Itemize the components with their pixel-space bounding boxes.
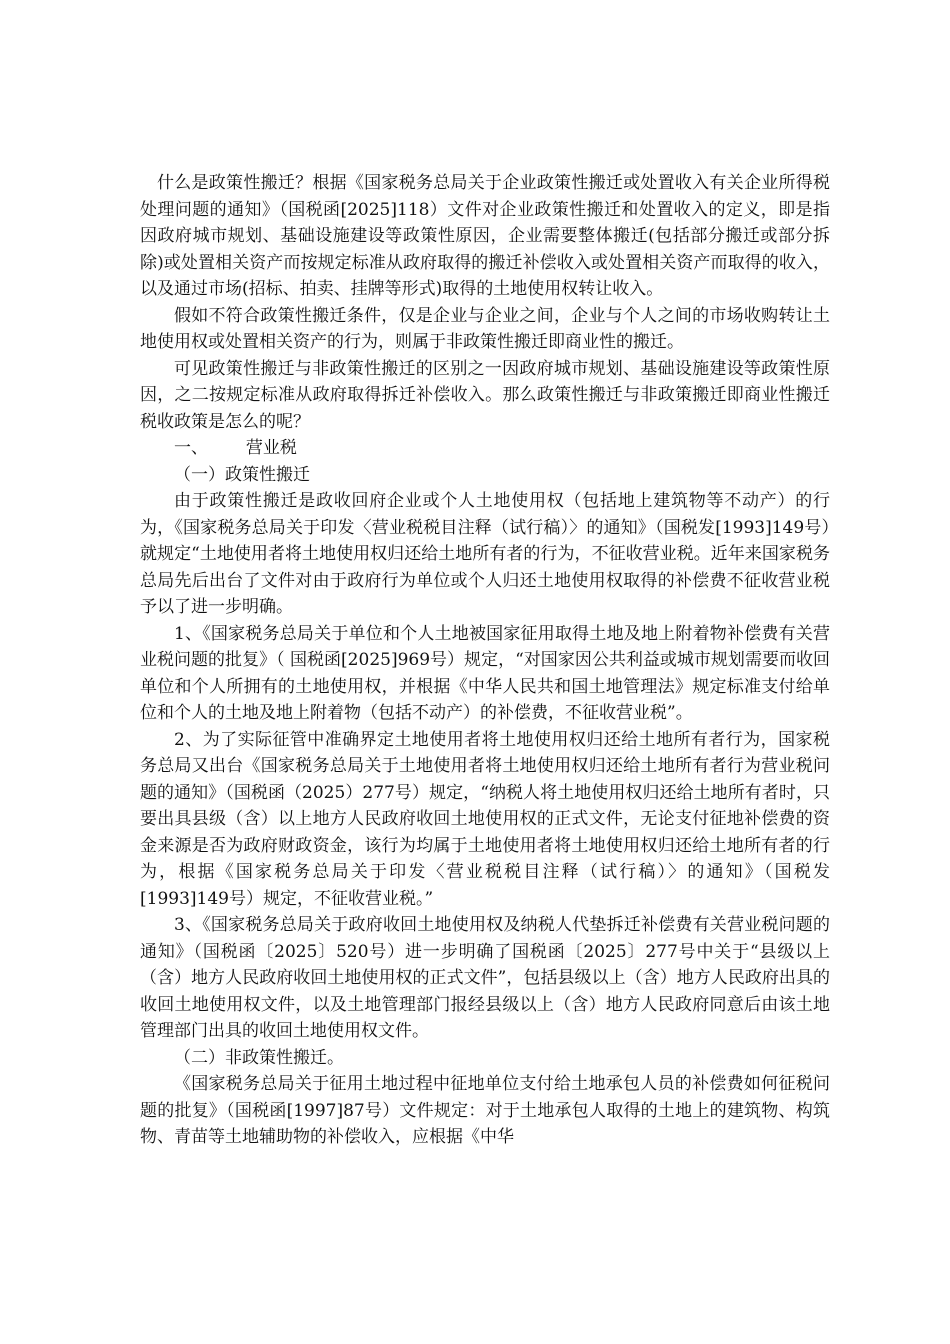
paragraph-item-2: 2、为了实际征管中准确界定土地使用者将土地使用权归还给土地所有者行为，国家税务总局又出台《国家税务总局关于土地使用者将土地使用权归还给土地所有者行为营业税问题的通知》（国税函（2025）277号）规定，“纳税人将土地使用权归还给土地所有者时，只要出具县级（含）以上地方人民政府收回土地使用权的正式文件，无论支付征地补偿费的资金来源是否为政府财政资金，该行为均属于土地使用者将土地使用权归还给土地所有者的行为，根据《国家税务总局关于印发〈营业税税目注释（试行稿）〉的通知》（国税发[1993]149号）规定，不征收营业税。”: [140, 729, 830, 909]
subsection-heading-non-policy-relocation: （二）非政策性搬迁。: [174, 1047, 344, 1068]
paragraph-difference: 可见政策性搬迁与非政策性搬迁的区别之一因政府城市规划、基础设施建设等政策性原因，之二按规定标准从政府取得拆迁补偿收入。那么政策性搬迁与非政策搬迁即商业性搬迁税收政策是怎么的呢？: [140, 358, 830, 432]
section-heading-business-tax: 一、 营业税: [174, 438, 297, 458]
paragraph-item-3: 3、《国家税务总局关于政府收回土地使用权及纳税人代垫拆迁补偿费有关营业税问题的通知》（国税函〔2025〕520号）进一步明确了国税函〔2025〕277号中关于“县级以上（含）地方人民政府收回土地使用权的正式文件”，包括县级以上（含）地方人民政府出具的收回土地使用权文件，以及土地管理部门报经县级以上（含）地方人民政府同意后由该土地管理部门出具的收回土地使用权文件。: [140, 915, 830, 1041]
subsection-heading-policy-relocation: （一）政策性搬迁: [174, 464, 310, 485]
paragraph-non-policy-tax: 《国家税务总局关于征用土地过程中征地单位支付给土地承包人员的补偿费如何征税问题的批复》（国税函[1997]87号）文件规定：对于土地承包人取得的土地上的建筑物、构筑物、青苗等土地辅助物的补偿收入，应根据《中华: [140, 1074, 830, 1147]
document-body: [140, 170, 830, 1151]
paragraph-policy-relocation-tax: 由于政策性搬迁是政收回府企业或个人土地使用权（包括地上建筑物等不动产）的行为，《国家税务总局关于印发〈营业税税目注释（试行稿）〉的通知》（国税发[1993]149号）就规定“土地使用者将土地使用权归还给土地所有者的行为，不征收营业税。近年来国家税务总局先后出台了文件对由于政府行为单位或个人归还土地使用权取得的补偿费不征收营业税予以了进一步明确。: [140, 491, 830, 617]
paragraph-policy-relocation-definition: 什么是政策性搬迁？根据《国家税务总局关于企业政策性搬迁或处置收入有关企业所得税处理问题的通知》（国税函[2025]118）文件对企业政策性搬迁和处置收入的定义，即是指因政府城市规划、基础设施建设等政策性原因，企业需要整体搬迁(包括部分搬迁或部分拆除)或处置相关资产而按规定标准从政府取得的搬迁补偿收入或处置相关资产而取得的收入，以及通过市场(招标、拍卖、挂牌等形式)取得的土地使用权转让收入。: [140, 173, 830, 299]
paragraph-non-policy-relocation: 假如不符合政策性搬迁条件，仅是企业与企业之间，企业与个人之间的市场收购转让土地使用权或处置相关资产的行为，则属于非政策性搬迁即商业性的搬迁。: [140, 305, 830, 352]
paragraph-item-1: 1、《国家税务总局关于单位和个人土地被国家征用取得土地及地上附着物补偿费有关营业税问题的批复》（ 国税函[2025]969号）规定，“对国家因公共利益或城市规划需要而收回单位和个人所拥有的土地使用权，并根据《中华人民共和国土地管理法》规定标准支付给单位和个人的土地及地上附着物（包括不动产）的补偿费，不征收营业税”。: [140, 623, 830, 723]
